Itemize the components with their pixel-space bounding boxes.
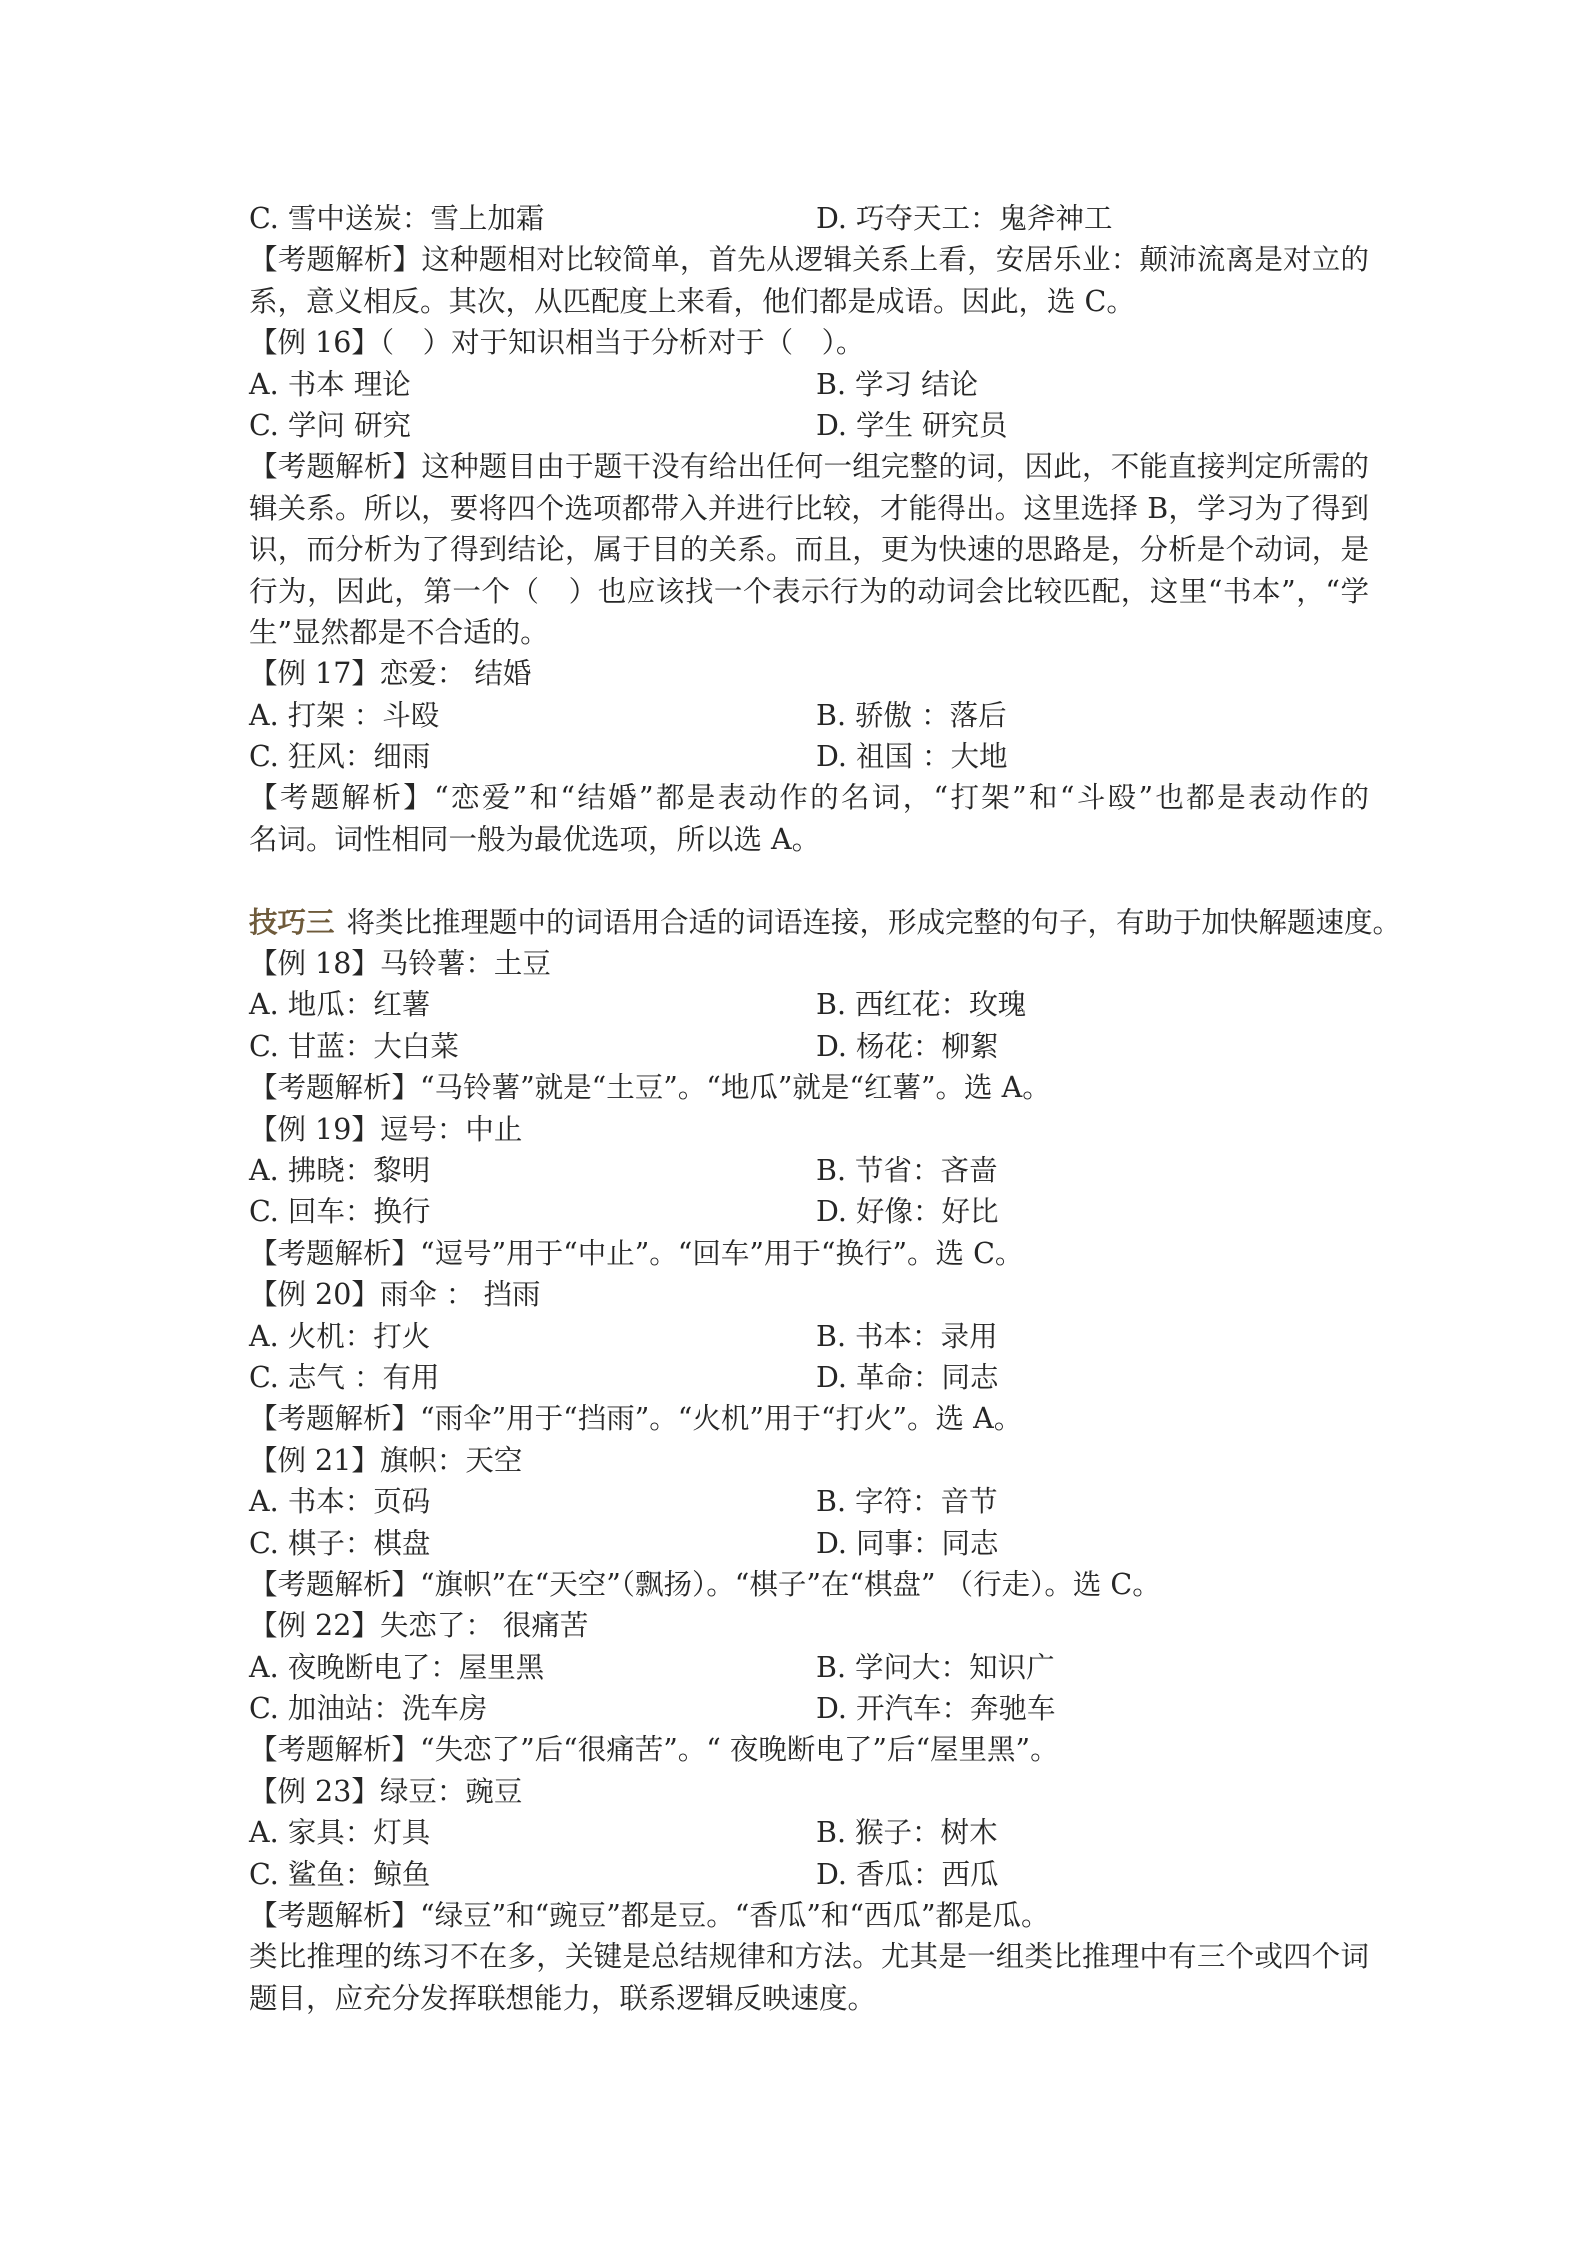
line-text: 【例 20】雨伞 ： 挡雨	[249, 1278, 541, 1312]
option-row	[249, 1481, 1369, 1522]
option-left: A. 书本：页码	[249, 1485, 431, 1519]
line-text: 【例 16】（ ）对于知识相当于分析对于（ ）。	[249, 326, 865, 360]
option-left: C. 雪中送炭：雪上加霜	[249, 202, 545, 235]
line-text: 类比推理的练习不在多，关键是总结规律和方法。尤其是一组类比推理中有三个或四个词	[249, 1940, 1369, 1974]
text-line	[249, 1978, 1369, 2019]
text-line	[249, 902, 1402, 943]
option-right: D. 学生 研究员	[816, 408, 1008, 442]
line-text: 题目，应充分发挥联想能力，联系逻辑反映速度。	[249, 1981, 877, 2015]
line-text: 将类比推理题中的词语用合适的词语连接，形成完整的句子，有助于加快解题速度。	[346, 905, 1402, 939]
text-line	[249, 1233, 1369, 1274]
option-left: A. 火机：打火	[249, 1319, 431, 1353]
tip-heading: 技巧三	[249, 904, 335, 939]
option-row	[249, 1150, 1369, 1191]
line-text: 【考题解析】“雨伞”用于“挡雨”。“火机”用于“打火”。选 A。	[249, 1402, 1023, 1436]
option-row	[249, 984, 1369, 1025]
option-left: A. 家具：灯具	[249, 1816, 431, 1850]
line-text: 【考题解析】“旗帜”在“天空”（飘扬）。“棋子”在“棋盘” （行走）。选 C。	[249, 1567, 1161, 1601]
option-row	[249, 736, 1369, 777]
option-right: B. 书本：录用	[816, 1319, 998, 1353]
text-line	[249, 1564, 1369, 1605]
text-line	[249, 1605, 1369, 1646]
option-left: A. 地瓜：红薯	[249, 988, 431, 1022]
text-line	[249, 322, 1369, 363]
option-row	[249, 1647, 1369, 1688]
text-line	[249, 1440, 1369, 1481]
line-text: 【例 22】失恋了： 很痛苦	[249, 1609, 589, 1643]
option-row	[249, 1191, 1369, 1232]
option-left: C. 学问 研究	[249, 408, 411, 442]
line-text: 名词。词性相同一般为最优选项，所以选 A。	[249, 822, 821, 856]
option-left: C. 狂风：细雨	[249, 740, 431, 774]
text-line	[249, 1771, 1369, 1812]
option-left: A. 夜晚断电了：屋里黑	[249, 1650, 545, 1684]
option-row	[249, 1316, 1369, 1357]
option-row	[249, 1523, 1369, 1564]
option-row	[249, 364, 1369, 405]
line-text: 【考题解析】“马铃薯”就是“土豆”。“地瓜”就是“红薯”。选 A。	[249, 1071, 1051, 1105]
option-row	[249, 405, 1369, 446]
text-line	[249, 1729, 1369, 1770]
option-right: D. 祖国 ：大地	[816, 740, 1008, 774]
option-left: C. 棋子：棋盘	[249, 1526, 431, 1560]
line-text: 【例 18】马铃薯：土豆	[249, 947, 551, 981]
paragraph-gap	[249, 860, 1369, 901]
text-line	[249, 777, 1369, 818]
option-row	[249, 1688, 1369, 1729]
option-right: D. 香瓜：西瓜	[816, 1857, 999, 1891]
option-right: D. 好像：好比	[816, 1195, 999, 1229]
option-right: D. 巧夺天工：鬼斧神工	[816, 202, 1113, 235]
option-row	[249, 1357, 1369, 1398]
option-left: A. 拂晓：黎明	[249, 1153, 431, 1187]
text-line	[249, 488, 1369, 529]
text-line	[249, 1936, 1369, 1977]
line-text: 【考题解析】这种题相对比较简单，首先从逻辑关系上看，安居乐业：颠沛流离是对立的	[249, 243, 1369, 277]
option-left: C. 志气 ：有用	[249, 1360, 440, 1394]
option-right: B. 猴子：树木	[816, 1816, 998, 1850]
text-line	[249, 529, 1369, 570]
line-text: 【例 23】绿豆：豌豆	[249, 1774, 523, 1808]
option-right: B. 西红花：玫瑰	[816, 988, 1027, 1022]
option-right: B. 字符：音节	[816, 1485, 998, 1519]
text-line	[249, 1895, 1369, 1936]
option-right: B. 学习 结论	[816, 367, 979, 401]
text-line	[249, 653, 1369, 694]
option-right: B. 骄傲 ：落后	[816, 698, 1007, 732]
option-right: D. 开汽车：奔驰车	[816, 1692, 1056, 1726]
option-right: D. 同事：同志	[816, 1526, 999, 1560]
text-line	[249, 571, 1369, 612]
line-text: 系，意义相反。其次，从匹配度上来看，他们都是成语。因此，选 C。	[249, 284, 1135, 318]
line-text: 【考题解析】“恋爱”和“结婚”都是表动作的名词，“打架”和“斗殴”也都是表动作的	[249, 781, 1369, 815]
line-text: 【考题解析】这种题目由于题干没有给出任何一组完整的词，因此，不能直接判定所需的	[249, 450, 1369, 484]
option-row	[249, 198, 1369, 239]
option-row	[249, 1026, 1369, 1067]
option-row	[249, 1854, 1369, 1895]
option-left: C. 加油站：洗车房	[249, 1692, 488, 1726]
option-right: B. 节省：吝啬	[816, 1153, 998, 1187]
line-text: 【例 19】逗号：中止	[249, 1112, 523, 1146]
text-line	[249, 239, 1369, 280]
text-line	[249, 1109, 1369, 1150]
line-text: 【考题解析】“绿豆”和“豌豆”都是豆。“香瓜”和“西瓜”都是瓜。	[249, 1899, 1050, 1933]
option-right: D. 杨花：柳絮	[816, 1029, 999, 1063]
option-left: C. 鲨鱼：鲸鱼	[249, 1857, 431, 1891]
line-text: 【例 21】旗帜：天空	[249, 1443, 523, 1477]
text-line	[249, 943, 1369, 984]
text-line	[249, 446, 1369, 487]
document-page	[249, 198, 1402, 2019]
option-left: C. 回车：换行	[249, 1195, 431, 1229]
line-text: 生”显然都是不合适的。	[249, 615, 549, 649]
text-line	[249, 1274, 1369, 1315]
line-text: 【例 17】恋爱： 结婚	[249, 657, 532, 691]
text-line	[249, 612, 1369, 653]
option-right: D. 革命：同志	[816, 1360, 999, 1394]
text-line	[249, 1398, 1369, 1439]
text-line	[249, 819, 1369, 860]
text-line	[249, 1067, 1369, 1108]
option-row	[249, 695, 1369, 736]
line-text: 【考题解析】“逗号”用于“中止”。“回车”用于“换行”。选 C。	[249, 1236, 1024, 1270]
line-text: 识，而分析为了得到结论，属于目的关系。而且，更为快速的思路是，分析是个动词，是	[249, 533, 1369, 567]
line-text: 辑关系。所以，要将四个选项都带入并进行比较，才能得出。这里选择 B，学习为了得到	[249, 491, 1369, 525]
option-row	[249, 1812, 1369, 1853]
text-line	[249, 281, 1369, 322]
option-right: B. 学问大：知识广	[816, 1650, 1055, 1684]
line-text: 【考题解析】“失恋了”后“很痛苦”。“ 夜晚断电了”后“屋里黑”。	[249, 1733, 1059, 1767]
option-left: C. 甘蓝：大白菜	[249, 1029, 459, 1063]
option-left: A. 书本 理论	[249, 367, 411, 401]
line-text: 行为，因此，第一个（ ）也应该找一个表示行为的动词会比较匹配，这里“书本”，“学	[249, 574, 1369, 608]
option-left: A. 打架 ：斗殴	[249, 698, 440, 732]
